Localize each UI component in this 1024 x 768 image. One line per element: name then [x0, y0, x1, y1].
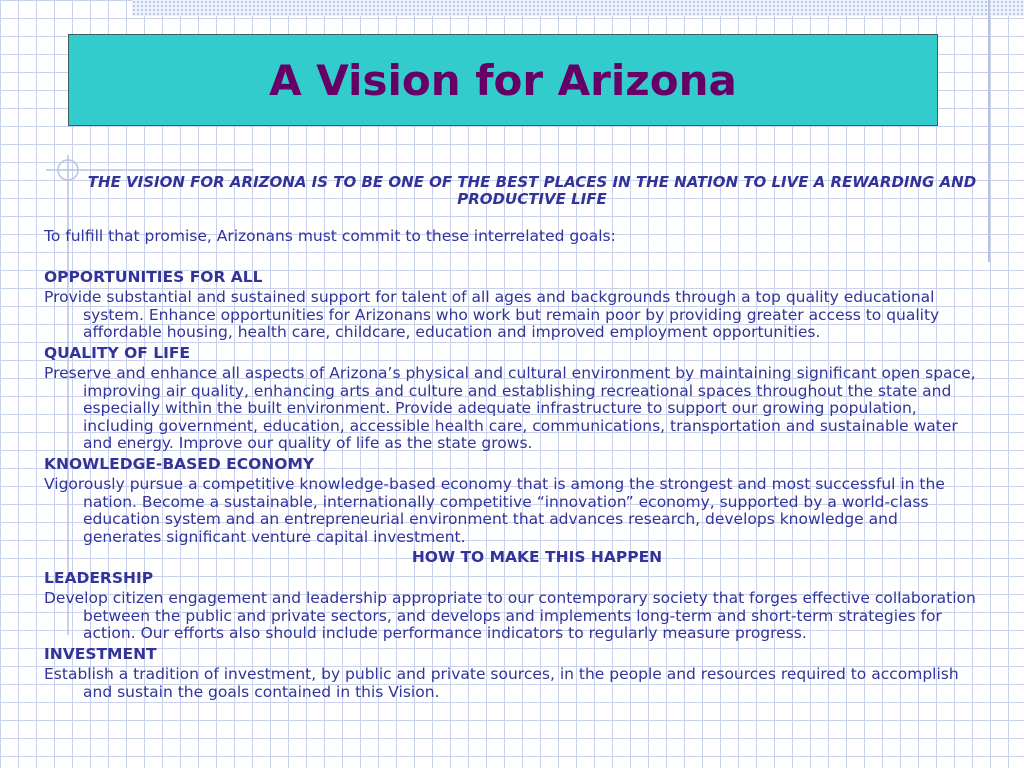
section-text-leadership: Develop citizen engagement and leadership appropriate to our contemporary society that forges effective collaboration between the public and private sectors, and develops and implements long-term and short-term strategies for action. Our efforts also should include performance indicators to regularly measure progress. — [44, 589, 976, 642]
section-text-opportunities: Provide substantial and sustained support for talent of all ages and backgrounds through a top quality educational system. Enhance opportunities for Arizonans who work but remain poor by providing greater access to quality affordable housing, health care, childcare, education and improved employment opportunities. — [44, 288, 940, 341]
slide-title: A Vision for Arizona — [269, 55, 737, 105]
section-heading-investment: INVESTMENT — [44, 644, 157, 663]
decorative-vertical-line — [988, 0, 990, 262]
section-heading-knowledge-economy: KNOWLEDGE-BASED ECONOMY — [44, 454, 315, 473]
top-decorative-band — [132, 0, 1024, 16]
section-text-knowledge-economy: Vigorously pursue a competitive knowledge-based economy that is among the strongest and most successful in the nation. Become a sustainable, internationally competitive “innovation” economy, supported by a world-class education system and an entrepreneurial environment that advances research, develops knowledge and generates significant venture capital investment. — [44, 475, 945, 546]
title-box — [68, 34, 938, 126]
section-heading-opportunities: OPPORTUNITIES FOR ALL — [44, 267, 263, 286]
section-heading-leadership: LEADERSHIP — [44, 568, 154, 587]
section-text-investment: Establish a tradition of investment, by public and private sources, in the people and resources required to accomplish and sustain the goals contained in this Vision. — [44, 665, 959, 701]
section-heading-quality-of-life: QUALITY OF LIFE — [44, 343, 191, 362]
slide-body — [44, 174, 980, 701]
vision-statement: THE VISION FOR ARIZONA IS TO BE ONE OF THE BEST PLACES IN THE NATION TO LIVE A REWARDING AND PRODUCTIVE LIFE — [87, 173, 977, 208]
how-heading: HOW TO MAKE THIS HAPPEN — [411, 548, 663, 566]
section-text-quality-of-life: Preserve and enhance all aspects of Arizona’s physical and cultural environment by maintaining significant open space, improving air quality, enhancing arts and culture and establishing recreational spaces throughout the state and especially within the built environment. Provide adequate infrastructure to support our growing population, including government, education, accessible health care, communications, transportation and sustainable water and energy. Improve our quality of life as the state grows. — [44, 364, 976, 452]
intro-text: To fulfill that promise, Arizonans must commit to these interrelated goals: — [44, 227, 616, 245]
